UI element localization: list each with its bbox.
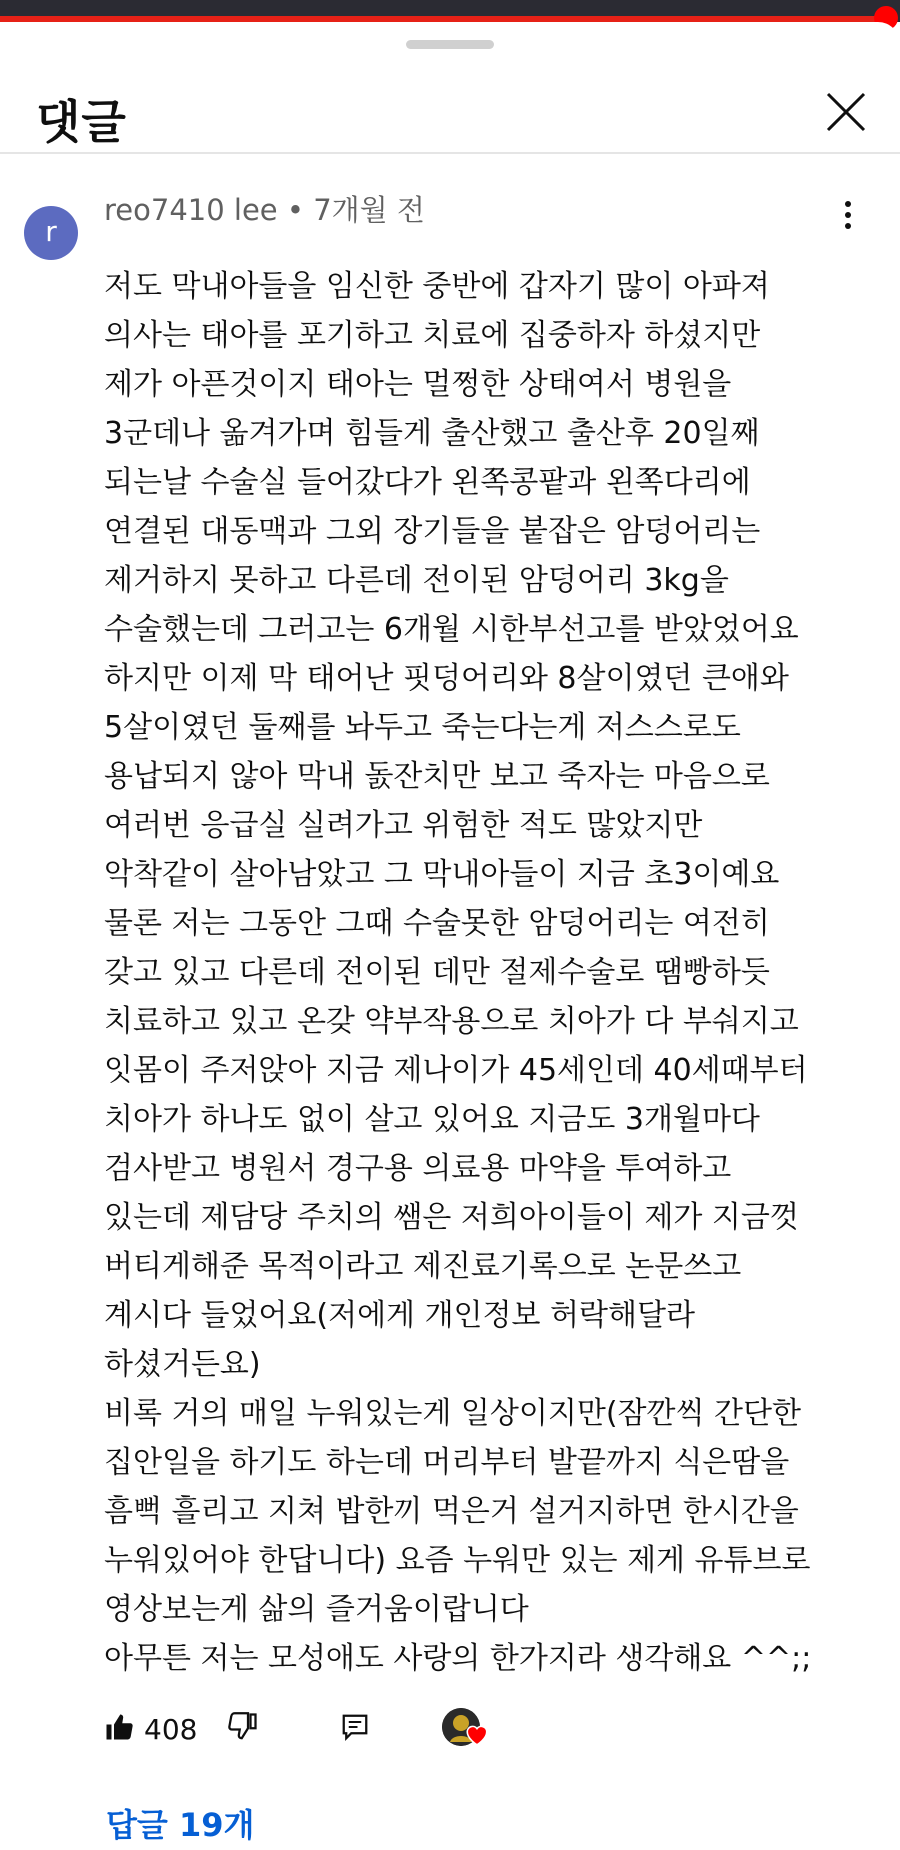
reply-comment-icon [340,1712,370,1746]
close-icon[interactable] [818,84,874,140]
more-vertical-icon[interactable] [830,196,866,240]
header-divider [0,152,900,154]
thumbs-down-icon [228,1712,258,1746]
comment-meta [104,188,425,229]
dislike-button[interactable] [228,1704,258,1754]
meta-separator: • [277,193,314,227]
view-replies-button[interactable]: 답글 19개 [106,1806,255,1844]
like-button[interactable] [104,1704,197,1754]
like-count: 408 [144,1712,198,1746]
comment-text: 저도 막내아들을 임신한 중반에 갑자기 많이 아파져 의사는 태아를 포기하고 치료에 집중하자 하셨지만 제가 아픈것이지 태아는 멀쩡한 상태여서 병원을 3군데나 옮겨가며 힘들게 출산했고 출산후 20일째 되는날 수술실 들어갔다가 왼쪽콩팥과 왼쪽다리에 연결된 대동맥과 그외 장기들을 붙잡은 암덩어리는 제거하지 못하고 다른데 전이된 암덩어리 3kg을 수술했는데 그러고는 6개월 시한부선고를 받았었어요 하지만 이제 막 태어난 핏덩어리와 8살이였던 큰애와 5살이였던 둘째를 놔두고 죽는다는게 저스스로도 용납되지 않아 막내 돐잔치만 보고 죽자는 마음으로 여러번 응급실 실려가고 위험한 적도 많았지만 악착같이 살아남았고 그 막내아들이 지금 초3이예요 물론 저는 그동안 그때 수술못한 암덩어리는 여전히 갖고 있고 다른데 전이된 데만 절제수술로 땜빵하듯 치료하고 있고 온갖 약부작용으로 치아가 다 부숴지고 잇몸이 주저앉아 지금 제나이가 45세인데 40세때부터 치아가 하나도 없이 살고 있어요 지금도 3개월마다 검사받고 병원서 경구용 의료용 마약을 투여하고 있는데 제담당 주치의 쌤은 저희아이들이 제가 지금껏 버티게해준 목적이라고 제진료기록으로 논문쓰고 계시다 들었어요(저에게 개인정보 허락해달라 하셨거든요) 비록 거의 매일 누워있는게 일상이지만(잠깐씩 간단한 집안일을 하기도 하는데 머리부터 발끝까지 식은땀을 흠뻑 흘리고 지쳐 밥한끼 먹은거 설거지하면 한시간을 누워있어야 한답니다) 요즘 누워만 있는 제게 유튜브로 영상보는게 삶의 즐거움이랍니다 아무튼 저는 모성애도 사랑의 한가지라 생각해요 ^^;; [104,269,812,1676]
comments-header [0,62,900,154]
reply-button[interactable] [340,1704,370,1754]
thumbs-up-icon [104,1712,134,1746]
heart-icon [464,1722,490,1750]
comment-author[interactable]: reo7410 lee [104,193,278,227]
drag-handle[interactable] [406,40,494,49]
comment-time: 7개월 전 [313,193,425,227]
creator-heart-icon [442,1704,502,1754]
page-title: 댓글 [36,95,127,149]
avatar[interactable]: r [24,206,78,260]
